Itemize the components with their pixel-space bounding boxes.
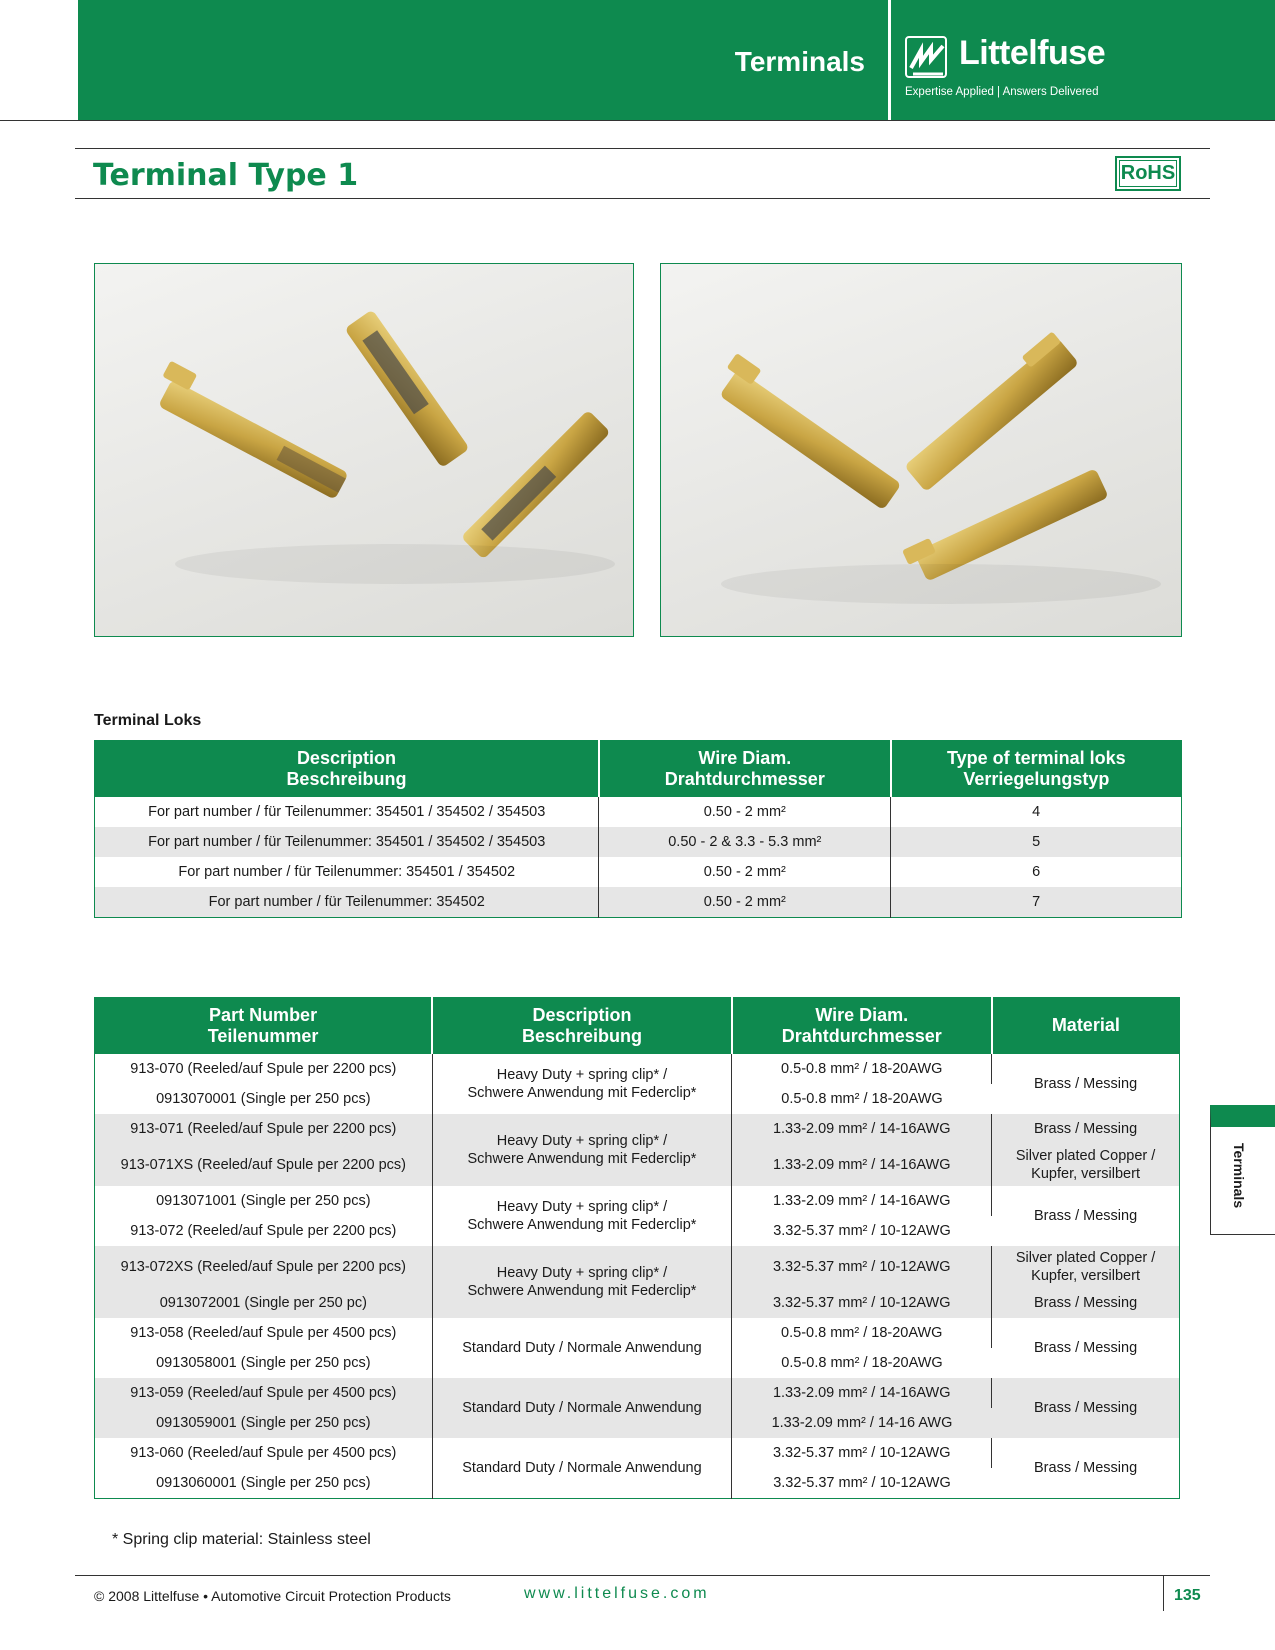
title-rule-bottom (75, 198, 1210, 199)
table-row (95, 857, 1182, 887)
header-section-title: Terminals (734, 46, 865, 77)
cell-wire-diam: 0.5-0.8 mm² / 18-20AWG (732, 1054, 992, 1084)
description-line: Schwere Anwendung mit Federclip* (467, 1085, 697, 1101)
cell-wire-diam: 0.5-0.8 mm² / 18-20AWG (781, 1355, 943, 1371)
cell-description (432, 1054, 732, 1114)
description-line: Schwere Anwendung mit Federclip* (467, 1151, 697, 1167)
table-row (95, 1438, 1180, 1468)
header-description-en: Description (532, 1004, 632, 1025)
cell-wire-diam: 3.32-5.37 mm² / 10-12AWG (773, 1223, 951, 1239)
cell-description: Standard Duty / Normale Anwendung (432, 1378, 732, 1438)
cell-description (432, 1246, 732, 1318)
header-description-de: Beschreibung (286, 768, 407, 789)
page-title: Terminal Type 1 (93, 158, 359, 193)
description-line: Schwere Anwendung mit Federclip* (467, 1217, 697, 1233)
cell-description: Standard Duty / Normale Anwendung (432, 1438, 732, 1498)
cell-description (432, 1114, 732, 1186)
cell-description: For part number / für Teilenummer: 354501 / 354502 / 354503 (95, 797, 599, 827)
cell-wire-diam: 0.50 - 2 mm² (599, 887, 891, 917)
header-wire-diam-de: Drahtdurchmesser (781, 1025, 942, 1046)
header-description (432, 997, 732, 1054)
rohs-badge: RoHS (1115, 156, 1181, 191)
cell-part-number: 913-060 (Reeled/auf Spule per 4500 pcs) (95, 1438, 433, 1468)
footer-divider (1163, 1575, 1164, 1611)
cell-wire-diam: 1.33-2.09 mm² / 14-16AWG (732, 1114, 992, 1144)
header-material: Material (992, 997, 1180, 1054)
footnote: * Spring clip material: Stainless steel (112, 1531, 371, 1548)
cell-material: Brass / Messing (1034, 1208, 1138, 1224)
description-line: Heavy Duty + spring clip* / (496, 1067, 668, 1083)
cell-material (992, 1246, 1180, 1288)
table-row (95, 1378, 1180, 1408)
table-row (95, 1318, 1180, 1348)
header-lok-type-de: Verriegelungstyp (963, 768, 1110, 789)
cell-wire-diam: 0.50 - 2 & 3.3 - 5.3 mm² (599, 827, 891, 857)
table-row (95, 1186, 1180, 1216)
material-line: Silver plated Copper / (1015, 1250, 1156, 1266)
header-wire-diam-en: Wire Diam. (698, 747, 792, 768)
description-line: Heavy Duty + spring clip* / (496, 1133, 668, 1149)
terminal-loks-label: Terminal Loks (94, 712, 202, 729)
table-row (95, 1246, 1180, 1288)
cell-material: Brass / Messing (1034, 1459, 1138, 1476)
title-rule-top (75, 148, 1210, 149)
header-description-en: Description (296, 747, 396, 768)
cell-description: Standard Duty / Normale Anwendung (432, 1318, 732, 1378)
cell-part-number: 0913059001 (Single per 250 pcs) (95, 1408, 433, 1438)
header-wire-diam-en: Wire Diam. (815, 1004, 909, 1025)
cell-part-number: 0913060001 (Single per 250 pcs) (95, 1468, 433, 1498)
cell-wire-diam: 0.50 - 2 mm² (599, 797, 891, 827)
cell-material: Brass / Messing (992, 1114, 1180, 1144)
header-part-number-de: Teilenummer (207, 1025, 319, 1046)
cell-description: For part number / für Teilenummer: 354501 / 354502 (95, 857, 599, 887)
description-line: Heavy Duty + spring clip* / (496, 1265, 668, 1281)
terminal-loks-header-row (95, 740, 1182, 797)
terminal-photo-1 (94, 263, 634, 637)
header-part-number-en: Part Number (209, 1004, 318, 1025)
header-lok-type (891, 740, 1182, 797)
header-part-number (95, 997, 433, 1054)
cell-material: Brass / Messing (1034, 1340, 1138, 1356)
logo-tagline: Expertise Applied | Answers Delivered (905, 86, 1099, 98)
header-description-de: Beschreibung (521, 1025, 642, 1046)
terminal-photo-2-graphic (661, 264, 1182, 637)
parts-table (94, 997, 1180, 1499)
cell-material: Brass / Messing (992, 1288, 1180, 1318)
table-row (95, 797, 1182, 827)
terminal-photo-2 (660, 263, 1182, 637)
cell-part-number: 0913071001 (Single per 250 pcs) (95, 1186, 433, 1216)
header-wire-diam (732, 997, 992, 1054)
littelfuse-logo-icon (905, 36, 947, 78)
terminal-loks-table (94, 740, 1182, 918)
cell-wire-diam: 3.32-5.37 mm² / 10-12AWG (773, 1474, 951, 1491)
cell-part-number: 913-071 (Reeled/auf Spule per 2200 pcs) (95, 1114, 433, 1144)
table-row (95, 1054, 1180, 1084)
cell-wire-diam: 1.33-2.09 mm² / 14-16AWG (732, 1144, 992, 1186)
cell-part-number: 0913058001 (Single per 250 pcs) (95, 1348, 433, 1378)
material-line: Kupfer, versilbert (1031, 1268, 1140, 1284)
table-row (95, 827, 1182, 857)
table-row (95, 1114, 1180, 1144)
parts-header-row (95, 997, 1180, 1054)
cell-material: Brass / Messing (1034, 1076, 1138, 1092)
cell-part-number: 913-059 (Reeled/auf Spule per 4500 pcs) (95, 1378, 433, 1408)
cell-description (432, 1186, 732, 1246)
cell-part-number: 0913072001 (Single per 250 pc) (95, 1288, 433, 1318)
cell-wire-diam: 3.32-5.37 mm² / 10-12AWG (732, 1438, 992, 1468)
header-wire-diam-de: Drahtdurchmesser (664, 768, 825, 789)
header-description (95, 740, 599, 797)
cell-description: For part number / für Teilenummer: 354502 (95, 887, 599, 917)
side-tab-label: Terminals (1231, 1143, 1247, 1209)
logo-mark-graphic (907, 38, 949, 80)
cell-lok-type: 4 (1032, 804, 1041, 820)
cell-lok-type: 5 (891, 827, 1182, 857)
header-rule (0, 120, 1275, 121)
cell-wire-diam: 3.32-5.37 mm² / 10-12AWG (732, 1288, 992, 1318)
cell-wire-diam: 0.5-0.8 mm² / 18-20AWG (781, 1091, 943, 1107)
header-divider (888, 0, 891, 120)
cell-material (992, 1144, 1180, 1186)
table-row (95, 887, 1182, 917)
cell-part-number: 913-070 (Reeled/auf Spule per 2200 pcs) (95, 1054, 433, 1084)
cell-wire-diam: 1.33-2.09 mm² / 14-16AWG (732, 1186, 992, 1216)
cell-description: For part number / für Teilenummer: 354501 / 354502 / 354503 (95, 827, 599, 857)
cell-lok-type: 6 (1032, 864, 1041, 880)
cell-part-number: 913-058 (Reeled/auf Spule per 4500 pcs) (95, 1318, 433, 1348)
side-tab-terminals[interactable] (1210, 1105, 1275, 1235)
cell-wire-diam: 1.33-2.09 mm² / 14-16AWG (732, 1378, 992, 1408)
cell-wire-diam: 0.5-0.8 mm² / 18-20AWG (732, 1318, 992, 1348)
footer-copyright: © 2008 Littelfuse • Automotive Circuit Protection Products (94, 1588, 451, 1604)
cell-part-number: 913-072 (Reeled/auf Spule per 2200 pcs) (95, 1216, 433, 1246)
cell-lok-type: 7 (891, 887, 1182, 917)
logo-name: Littelfuse (959, 34, 1106, 72)
footer-rule (75, 1575, 1210, 1576)
cell-part-number: 913-072XS (Reeled/auf Spule per 2200 pcs) (95, 1246, 433, 1288)
cell-wire-diam: 1.33-2.09 mm² / 14-16 AWG (732, 1408, 992, 1438)
material-line: Silver plated Copper / (1015, 1148, 1156, 1164)
header-lok-type-en: Type of terminal loks (946, 747, 1126, 768)
cell-part-number: 913-071XS (Reeled/auf Spule per 2200 pcs) (95, 1144, 433, 1186)
littelfuse-logo (905, 34, 1225, 104)
header-wire-diam (599, 740, 891, 797)
cell-material: Brass / Messing (992, 1378, 1180, 1438)
description-line: Schwere Anwendung mit Federclip* (467, 1283, 697, 1299)
cell-part-number: 0913070001 (Single per 250 pcs) (95, 1084, 433, 1114)
page-number: 135 (1174, 1587, 1201, 1604)
footer-url-link[interactable]: www.littelfuse.com (524, 1585, 710, 1602)
description-line: Heavy Duty + spring clip* / (496, 1199, 668, 1215)
terminal-photo-1-graphic (95, 264, 634, 637)
material-line: Kupfer, versilbert (1031, 1166, 1140, 1182)
cell-wire-diam: 0.50 - 2 mm² (599, 857, 891, 887)
cell-wire-diam: 3.32-5.37 mm² / 10-12AWG (732, 1246, 992, 1288)
